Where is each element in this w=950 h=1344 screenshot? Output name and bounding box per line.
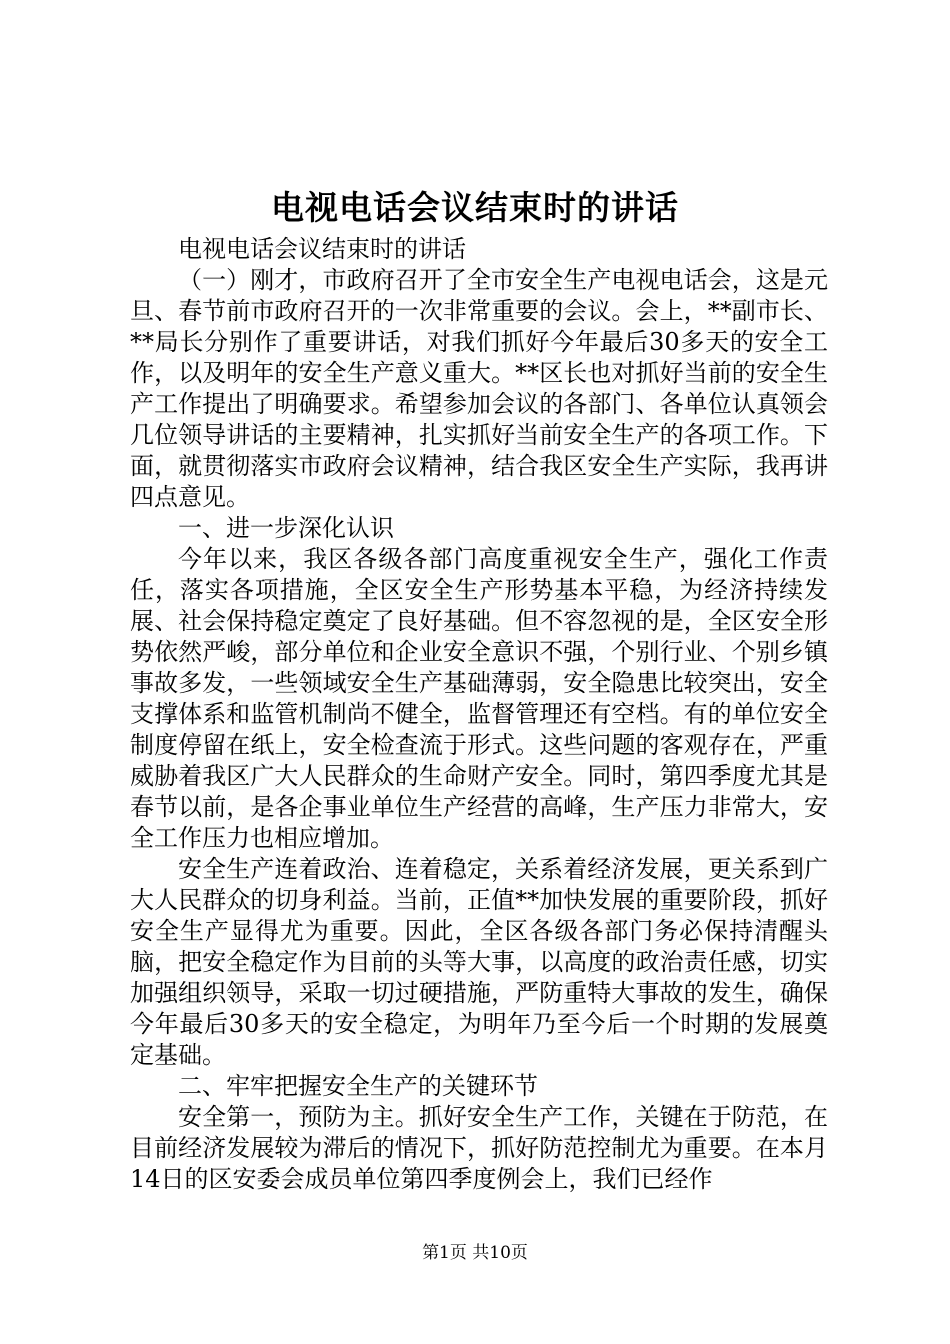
section-heading-2: 二、牢牢把握安全生产的关键环节 xyxy=(178,1072,538,1100)
section-heading-1: 一、进一步深化认识 xyxy=(178,514,394,542)
paragraph-section2-a: 安全第一，预防为主。抓好安全生产工作，关键在于防范，在目前经济发展较为滞后的情况下，抓好防范控制尤为重要。在本月14日的区安委会成员单位第四季度例会上，我们已经作 xyxy=(130,1103,828,1193)
document-title: 电视电话会议结束时的讲话 xyxy=(271,188,679,227)
paragraph-section1-a: 今年以来，我区各级各部门高度重视安全生产，强化工作责任，落实各项措施，全区安全生产形势基本平稳，为经济持续发展、社会保持稳定奠定了良好基础。但不容忽视的是，全区安全形势依然严峻，部分单位和企业安全意识不强，个别行业、个别乡镇事故多发，一些领域安全生产基础薄弱，安全隐患比较突出，安全支撑体系和监管机制尚不健全，监督管理还有空档。有的单位安全制度停留在纸上，安全检查流于形式。这些问题的客观存在，严重威胁着我区广大人民群众的生命财产安全。同时，第四季度尤其是春节以前，是各企事业单位生产经营的高峰，生产压力非常大，安全工作压力也相应增加。 xyxy=(130,545,828,852)
document-body xyxy=(130,234,828,1195)
paragraph-section1-b: 安全生产连着政治、连着稳定，关系着经济发展，更关系到广大人民群众的切身利益。当前，正值**加快发展的重要阶段，抓好安全生产显得尤为重要。因此，全区各级各部门务必保持清醒头脑，把安全稳定作为目前的头等大事，以高度的政治责任感，切实加强组织领导，采取一切过硬措施，严防重特大事故的发生，确保今年最后30多天的安全稳定，为明年乃至今后一个时期的发展奠定基础。 xyxy=(130,855,828,1069)
paragraph-subtitle: 电视电话会议结束时的讲话 xyxy=(178,235,466,263)
paragraph-opening: （一）刚才，市政府召开了全市安全生产电视电话会，这是元旦、春节前市政府召开的一次非常重要的会议。会上，**副市长、**局长分别作了重要讲话，对我们抓好今年最后30多天的安全工作，以及明年的安全生产意义重大。**区长也对抓好当前的安全生产工作提出了明确要求。希望参加会议的各部门、各单位认真领会几位领导讲话的主要精神，扎实抓好当前安全生产的各项工作。下面，就贯彻落实市政府会议精神，结合我区安全生产实际，我再讲四点意见。 xyxy=(130,266,828,511)
page-footer: 第1页 共10页 xyxy=(422,1243,528,1263)
